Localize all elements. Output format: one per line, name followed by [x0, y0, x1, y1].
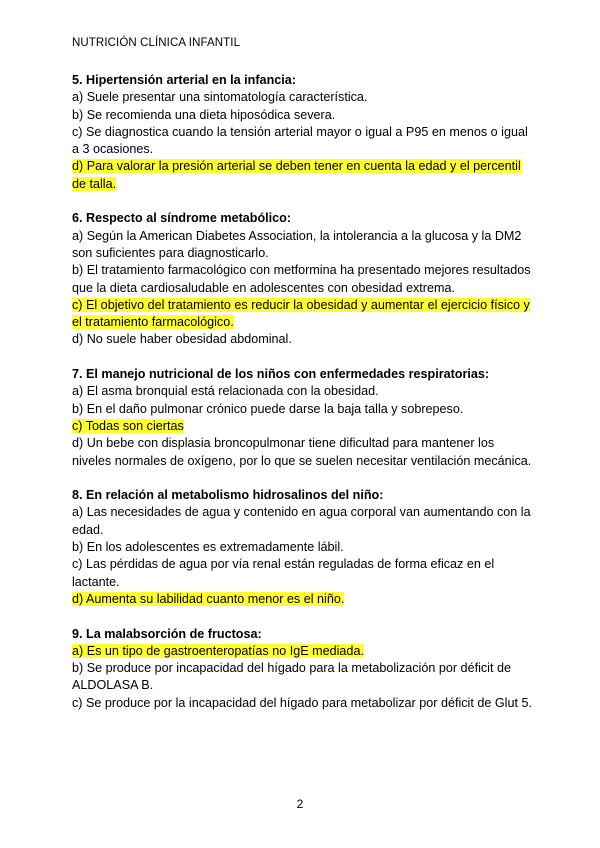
option-a: a) Suele presentar una sintomatología característica.	[72, 90, 368, 105]
option-d-correct: d) Aumenta su labilidad cuanto menor es el niño.	[72, 591, 345, 606]
option-a: a) Las necesidades de agua y contenido en agua corporal van aumentando con la edad.	[72, 505, 531, 537]
question-title: 9. La malabsorción de fructosa:	[72, 626, 262, 641]
page-header: NUTRICIÓN CLÍNICA INFANTIL	[72, 37, 241, 49]
option-d: d) Un bebe con displasia broncopulmonar tiene dificultad para mantener los niveles normales de oxígeno, por lo que se suelen necesitar ventilación mecánica.	[72, 436, 532, 468]
question-6	[72, 210, 532, 348]
page-number: 2	[296, 797, 304, 811]
option-a-correct: a) Es un tipo de gastroenteropatías no IgE mediada.	[72, 643, 364, 658]
question-list	[72, 72, 532, 729]
option-c-correct: c) El objetivo del tratamiento es reducir la obesidad y aumentar el ejercicio físico y el tratamiento farmacológico.	[72, 297, 530, 330]
option-a: a) El asma bronquial está relacionada con la obesidad.	[72, 384, 379, 399]
option-b: b) Se produce por incapacidad del hígado para la metabolización por déficit de ALDOLASA B.	[72, 661, 511, 693]
option-b: b) El tratamiento farmacológico con metformina ha presentado mejores resultados que la dieta cardiosaludable en adolescentes con obesidad extrema.	[72, 263, 531, 295]
option-b: b) Se recomienda una dieta hiposódica severa.	[72, 107, 336, 122]
question-9	[72, 626, 532, 712]
question-8	[72, 487, 532, 608]
option-c: c) Se diagnostica cuando la tensión arterial mayor o igual a P95 en menos o igual a 3 ocasiones.	[72, 124, 528, 157]
option-a: a) Según la American Diabetes Association, la intolerancia a la glucosa y la DM2 son suficientes para diagnosticarlo.	[72, 228, 522, 260]
question-title: 8. En relación al metabolismo hidrosalinos del niño:	[72, 488, 384, 503]
question-title: 5. Hipertensión arterial en la infancia:	[72, 73, 296, 87]
option-c: c) Las pérdidas de agua por vía renal están reguladas de forma eficaz en el lactante.	[72, 557, 495, 589]
question-5	[72, 72, 532, 193]
option-d: d) No suele haber obesidad abdominal.	[72, 332, 292, 347]
option-b: b) En los adolescentes es extremadamente lábil.	[72, 540, 344, 555]
question-title: 6. Respecto al síndrome metabólico:	[72, 211, 292, 226]
option-c: c) Se produce por la incapacidad del hígado para metabolizar por déficit de Glut 5.	[72, 695, 532, 710]
question-title: 7. El manejo nutricional de los niños con enfermedades respiratorias:	[72, 367, 490, 382]
question-7	[72, 366, 532, 470]
option-c-correct: c) Todas son ciertas	[72, 418, 184, 433]
option-b: b) En el daño pulmonar crónico puede darse la baja talla y sobrepeso.	[72, 401, 464, 416]
option-d-correct: d) Para valorar la presión arterial se deben tener en cuenta la edad y el percentil de talla.	[72, 159, 521, 191]
